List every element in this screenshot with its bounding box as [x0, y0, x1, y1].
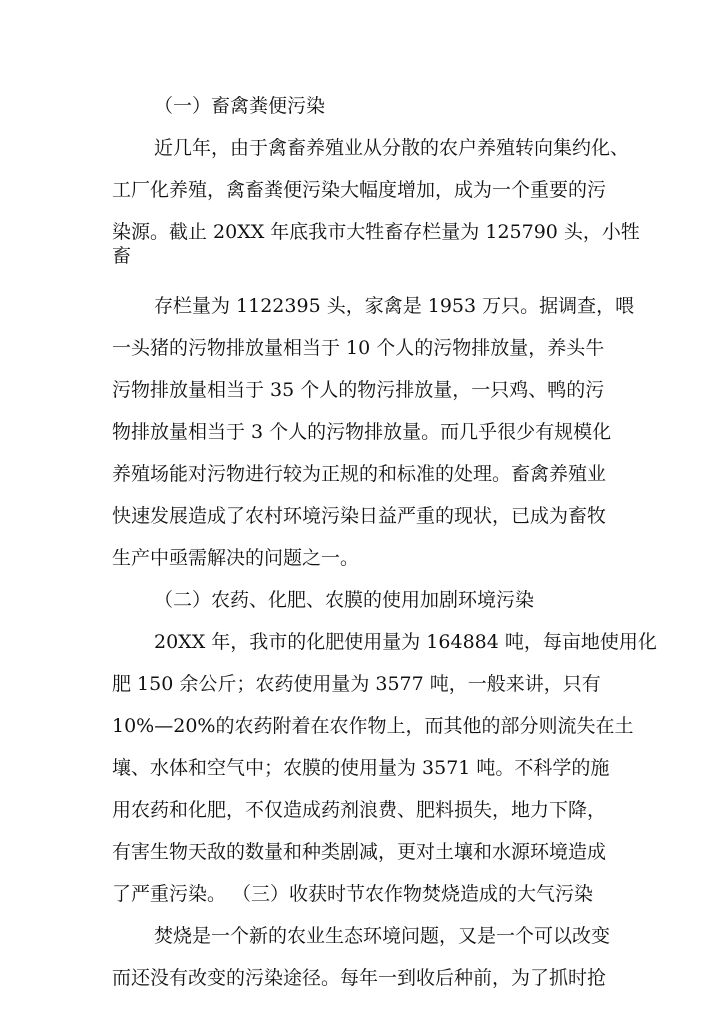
line-text: 生产中亟需解决的问题之一。	[112, 547, 360, 569]
paragraph-line	[0, 236, 720, 276]
line-text: 用农药和化肥，不仅造成药剂浪费、肥料损失，地力下降，	[112, 799, 607, 821]
line-text: 了严重污染。 （三）收获时节农作物焚烧造成的大气污染	[112, 883, 594, 905]
line-text: 20XX 年，我市的化肥使用量为 164884 吨，每亩地使用化	[154, 631, 657, 653]
paragraph-line	[0, 170, 720, 210]
paragraph-line	[0, 328, 720, 368]
line-text: 而还没有改变的污染途径。每年一到收后种前，为了抓时抢	[112, 967, 607, 989]
paragraph-line	[0, 874, 720, 914]
line-text: 快速发展造成了农村环境污染日益严重的现状，已成为畜牧	[112, 505, 607, 527]
paragraph-line	[0, 958, 720, 998]
paragraph-line	[0, 832, 720, 872]
line-text: 畜	[112, 245, 132, 267]
paragraph-line	[0, 664, 720, 704]
line-text: 工厂化养殖，禽畜粪便污染大幅度增加，成为一个重要的污	[112, 179, 607, 201]
paragraph-line	[0, 706, 720, 746]
paragraph-line	[0, 790, 720, 830]
line-text: 壤、水体和空气中；农膜的使用量为 3571 吨。不科学的施	[112, 757, 610, 779]
line-text: 养殖场能对污物进行较为正规的和标准的处理。畜禽养殖业	[112, 463, 607, 485]
paragraph-line	[0, 128, 720, 168]
paragraph-line	[0, 496, 720, 536]
line-text: 焚烧是一个新的农业生态环境问题，又是一个可以改变	[154, 925, 611, 947]
heading-2	[0, 580, 720, 620]
line-text: 污物排放量相当于 35 个人的物污排放量，一只鸡、鸭的污	[112, 379, 605, 401]
paragraph-line	[0, 916, 720, 956]
line-text: 染源。截止 20XX 年底我市大牲畜存栏量为 125790 头，小牲	[112, 221, 640, 243]
paragraph-line	[0, 454, 720, 494]
line-text: 存栏量为 1122395 头，家禽是 1953 万只。据调查，喂	[154, 295, 635, 317]
line-text: 10%—20%的农药附着在农作物上，而其他的部分则流失在土	[112, 715, 634, 737]
line-text: （一）畜禽粪便污染	[154, 95, 326, 117]
paragraph-line	[0, 748, 720, 788]
paragraph-line	[0, 286, 720, 326]
line-text: 肥 150 余公斤；农药使用量为 3577 吨，一般来讲，只有	[112, 673, 601, 695]
paragraph-line	[0, 412, 720, 452]
line-text: 近几年，由于禽畜养殖业从分散的农户养殖转向集约化、	[154, 137, 630, 159]
heading-1	[0, 86, 720, 126]
line-text: 有害生物天敌的数量和种类剧减，更对土壤和水源环境造成	[112, 841, 607, 863]
line-text: （二）农药、化肥、农膜的使用加剧环境污染	[154, 589, 535, 611]
line-text: 一头猪的污物排放量相当于 10 个人的污物排放量，养头牛	[112, 337, 605, 359]
paragraph-line	[0, 370, 720, 410]
paragraph-line	[0, 538, 720, 578]
line-text: 物排放量相当于 3 个人的污物排放量。而几乎很少有规模化	[112, 421, 612, 443]
paragraph-line	[0, 622, 720, 662]
